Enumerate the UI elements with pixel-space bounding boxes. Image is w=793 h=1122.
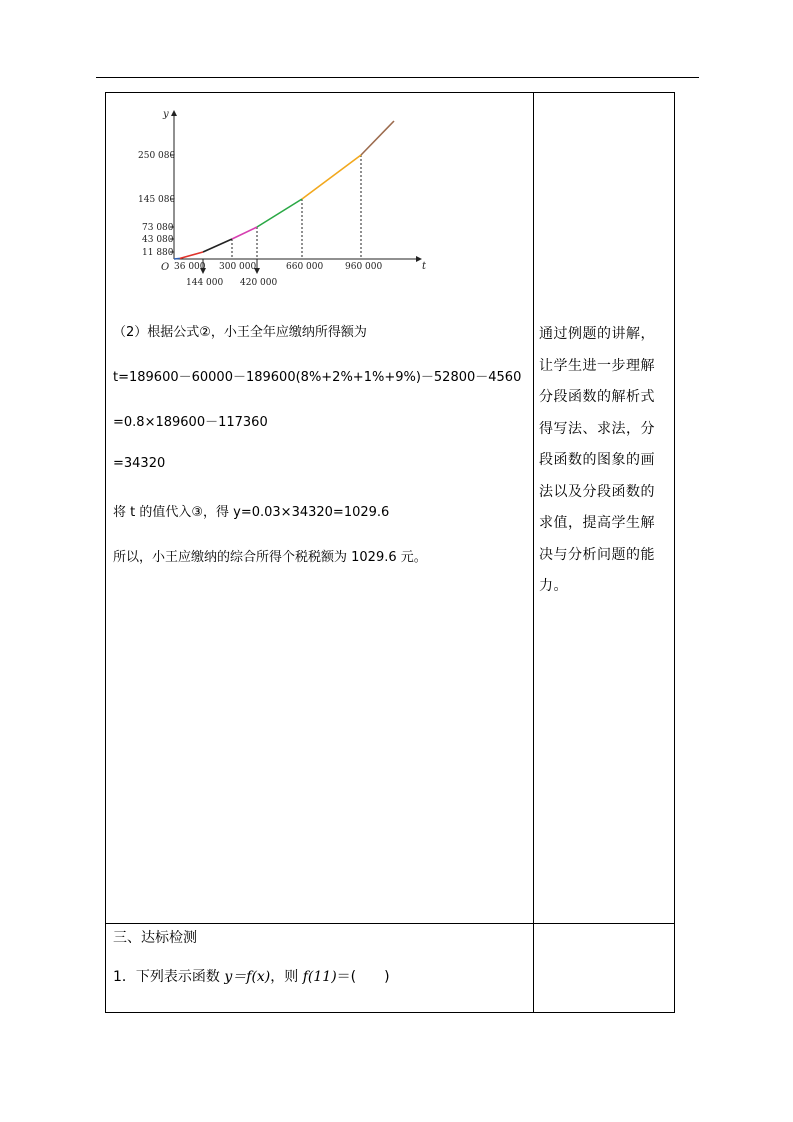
x-axis-label: t [422,261,427,272]
line-segment [203,239,232,252]
line-segment [232,227,257,239]
solution-line-2: t=189600－60000－189600(8%+2%+1%+9%)－52800－4560 [113,370,522,385]
line-segment [361,121,394,155]
piecewise-graph [136,101,436,291]
x-tick-label: 420 000 [240,278,278,288]
q1-func: y＝f(x) [224,969,271,985]
solution-line-4: =34320 [113,456,166,471]
x-tick-label: 300 000 [219,262,257,272]
x-tick-label: 36 000 [174,262,206,272]
x-tick-label: 960 000 [345,262,383,272]
line-segment [302,155,361,199]
y-axis-label: y [163,109,169,120]
origin-label: O [161,262,170,273]
solution-line-3: =0.8×189600－117360 [113,415,268,430]
header-rule [96,77,699,78]
y-tick-label: 145 080 [138,195,176,205]
line-segment [257,199,302,227]
lesson-table [105,92,675,1013]
y-tick-label: 43 080 [142,235,174,245]
piecewise-line [174,121,394,259]
question-1 [113,966,390,986]
line-segment [174,258,180,259]
design-intent-note: 通过例题的讲解，让学生进一步理解分段函数的解析式得写法、求法，分段函数的图象的画法以及分段函数的求值，提高学生解决与分析问题的能力。 [539,326,655,594]
solution-line-1: （2）根据公式②，小王全年应缴纳所得额为 [113,325,367,340]
section3-notes-cell [534,924,675,1013]
section3-cell [106,924,534,1013]
q1-mid: ，则 [270,969,303,985]
q1-val: f(11) [302,969,337,985]
q1-prefix: 1．下列表示函数 [113,969,225,985]
solution-line-5: 将 t 的值代入③，得 y=0.03×34320=1029.6 [113,505,390,520]
example-cell [106,93,534,924]
q1-suffix: ＝( ) [336,969,390,985]
x-tick-label: 660 000 [286,262,324,272]
line-segment [180,252,203,258]
design-intent-cell [534,93,675,924]
solution-line-6: 所以，小王应缴纳的综合所得个税税额为 1029.6 元。 [113,550,427,565]
x-tick-label: 144 000 [186,278,224,288]
y-tick-label: 73 080 [142,223,174,233]
y-tick-label: 11 880 [142,248,174,258]
y-tick-label: 250 080 [138,151,176,161]
section-title: 三、达标检测 [113,930,197,946]
